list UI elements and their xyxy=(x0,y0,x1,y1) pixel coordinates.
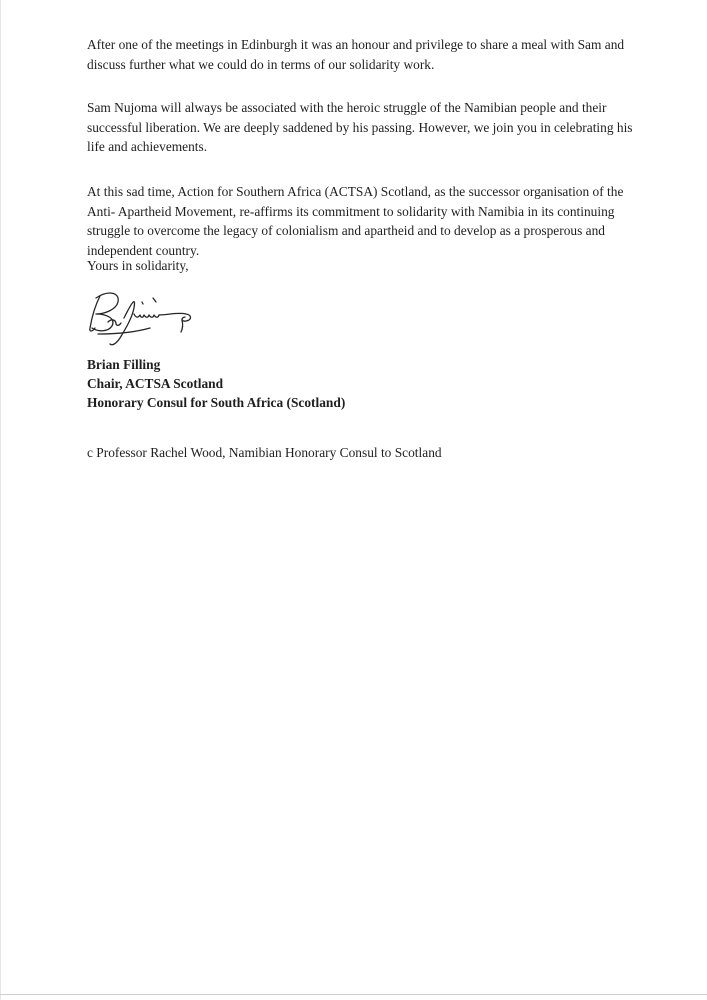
scan-edge-left xyxy=(0,0,1,1000)
signatory-name: Brian Filling xyxy=(87,357,161,372)
closing-salutation: Yours in solidarity, xyxy=(87,258,189,273)
signatory-title-consul: Honorary Consul for South Africa (Scotland) xyxy=(87,395,346,410)
handwritten-signature-icon xyxy=(86,288,216,350)
scan-edge-bottom xyxy=(0,994,707,995)
paragraph-actsa-commitment: At this sad time, Action for Southern Africa (ACTSA) Scotland, as the successor organisation of the Anti- Apartheid Movement, re-affirms its commitment to solidarity with Namibia in its continuing struggle to overcome the legacy of colonialism and apartheid and to develop as a prosperous and independent country. xyxy=(87,184,624,258)
carbon-copy-line: c Professor Rachel Wood, Namibian Honorary Consul to Scotland xyxy=(87,445,442,460)
signatory-block xyxy=(87,355,345,412)
paragraph-meal-with-sam: After one of the meetings in Edinburgh it was an honour and privilege to share a meal with Sam and discuss further what we could do in terms of our solidarity work. xyxy=(87,37,625,72)
signatory-title-chair: Chair, ACTSA Scotland xyxy=(87,376,224,391)
paragraph-nujoma-legacy: Sam Nujoma will always be associated with the heroic struggle of the Namibian people and their successful liberation. We are deeply saddened by his passing. However, we join you in celebrating his life and achievements. xyxy=(87,100,633,154)
